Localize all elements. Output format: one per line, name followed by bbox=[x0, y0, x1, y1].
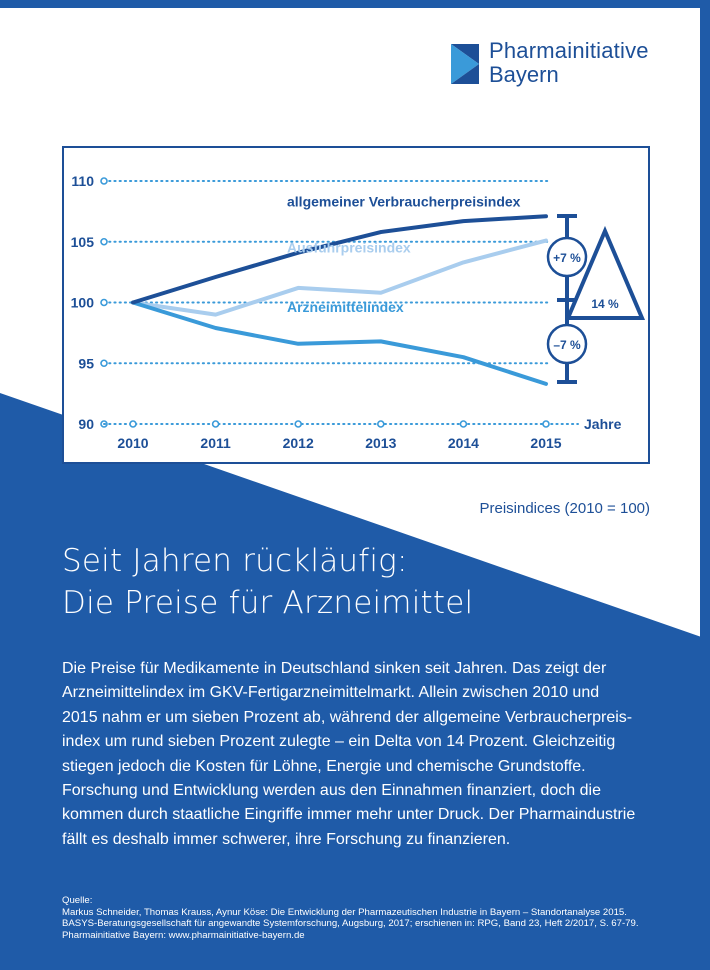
logo-text-line1: Pharmainitiative bbox=[489, 38, 649, 63]
y-tick-marker bbox=[101, 239, 107, 245]
body-line: Die Preise für Medikamente in Deutschland sinken seit Jahren. Das zeigt der bbox=[62, 660, 607, 677]
x-tick-marker bbox=[543, 421, 549, 427]
x-tick-label: 2011 bbox=[200, 435, 231, 451]
body-line: index um rund sieben Prozent zulegte – ein Delta von 14 Prozent. Gleichzeitig bbox=[62, 733, 616, 751]
y-axis bbox=[71, 173, 107, 432]
body-line: stiegen jedoch die Kosten für Löhne, Energie und chemische Grundstoffe. bbox=[62, 757, 586, 775]
y-tick-label: 100 bbox=[70, 294, 94, 311]
y-tick-label: 95 bbox=[78, 355, 94, 372]
x-axis bbox=[104, 416, 622, 451]
delta-label: 14 % bbox=[591, 297, 619, 311]
chart-annotations bbox=[548, 216, 642, 382]
source-line: BASYS-Beratungsgesellschaft für angewandte Systemforschung, Augsburg, 2017; erschienen in: RPG, Band 23, Heft 2/2017, S. 67-79. bbox=[62, 918, 639, 929]
y-tick-marker bbox=[101, 178, 107, 184]
y-tick-marker bbox=[101, 300, 107, 306]
body-line: kommen durch staatliche Eingriffe immer mehr unter Druck. Der Pharmaindustrie bbox=[62, 806, 636, 824]
x-tick-marker bbox=[460, 421, 466, 427]
x-tick-label: 2012 bbox=[282, 435, 314, 451]
headline bbox=[62, 540, 622, 624]
body-line: Forschung und Entwicklung werden aus den Einnahmen finanziert, doch die bbox=[62, 782, 601, 800]
headline-line-2: Die Preise für Arzneimittel bbox=[62, 585, 474, 621]
x-tick-label: 2015 bbox=[530, 435, 562, 451]
body-line: 2015 nahm er um sieben Prozent ab, während der allgemeine Verbraucherpreis- bbox=[62, 708, 633, 726]
body-line: fällt es deshalb immer schwerer, ihre Forschung zu finanzieren. bbox=[62, 830, 511, 848]
x-tick-label: 2014 bbox=[447, 435, 479, 451]
source-line: Markus Schneider, Thomas Krauss, Aynur Köse: Die Entwicklung der Pharmazeutischen Industrie in Bayern – Standortanalyse 2015. bbox=[62, 906, 627, 918]
x-tick-label: 2010 bbox=[117, 435, 149, 451]
series-labels bbox=[287, 194, 521, 316]
y-tick-label: 105 bbox=[70, 233, 94, 250]
series-label: Ausfuhrpreisindex bbox=[287, 239, 411, 256]
x-axis-unit-label: Jahre bbox=[584, 416, 622, 432]
y-tick-label: 110 bbox=[71, 173, 94, 189]
x-tick-marker bbox=[295, 421, 301, 427]
body-text bbox=[62, 657, 662, 852]
source-notes bbox=[62, 895, 682, 941]
x-tick-marker bbox=[130, 421, 136, 427]
logo-text-line2: Bayern bbox=[489, 62, 559, 87]
series-label: allgemeiner Verbraucherpreisindex bbox=[287, 193, 521, 210]
down-label: –7 % bbox=[553, 338, 581, 352]
source-heading: Quelle: bbox=[62, 895, 93, 906]
source-line: Pharmainitiative Bayern: www.pharmainitiative-bayern.de bbox=[62, 929, 305, 941]
x-tick-label: 2013 bbox=[365, 435, 397, 451]
body-line: Arzneimittelindex im GKV-Fertigarzneimittelmarkt. Allein zwischen 2010 und bbox=[62, 684, 600, 702]
headline-line-1: Seit Jahren rückläufig: bbox=[62, 543, 408, 579]
up-label: +7 % bbox=[553, 251, 581, 265]
x-tick-marker bbox=[213, 421, 219, 427]
y-tick-label: 90 bbox=[78, 416, 94, 432]
chart-caption: Preisindices (2010 = 100) bbox=[479, 500, 650, 517]
series-label: Arzneimittelindex bbox=[287, 299, 404, 316]
y-tick-marker bbox=[101, 360, 107, 366]
x-tick-marker bbox=[378, 421, 384, 427]
